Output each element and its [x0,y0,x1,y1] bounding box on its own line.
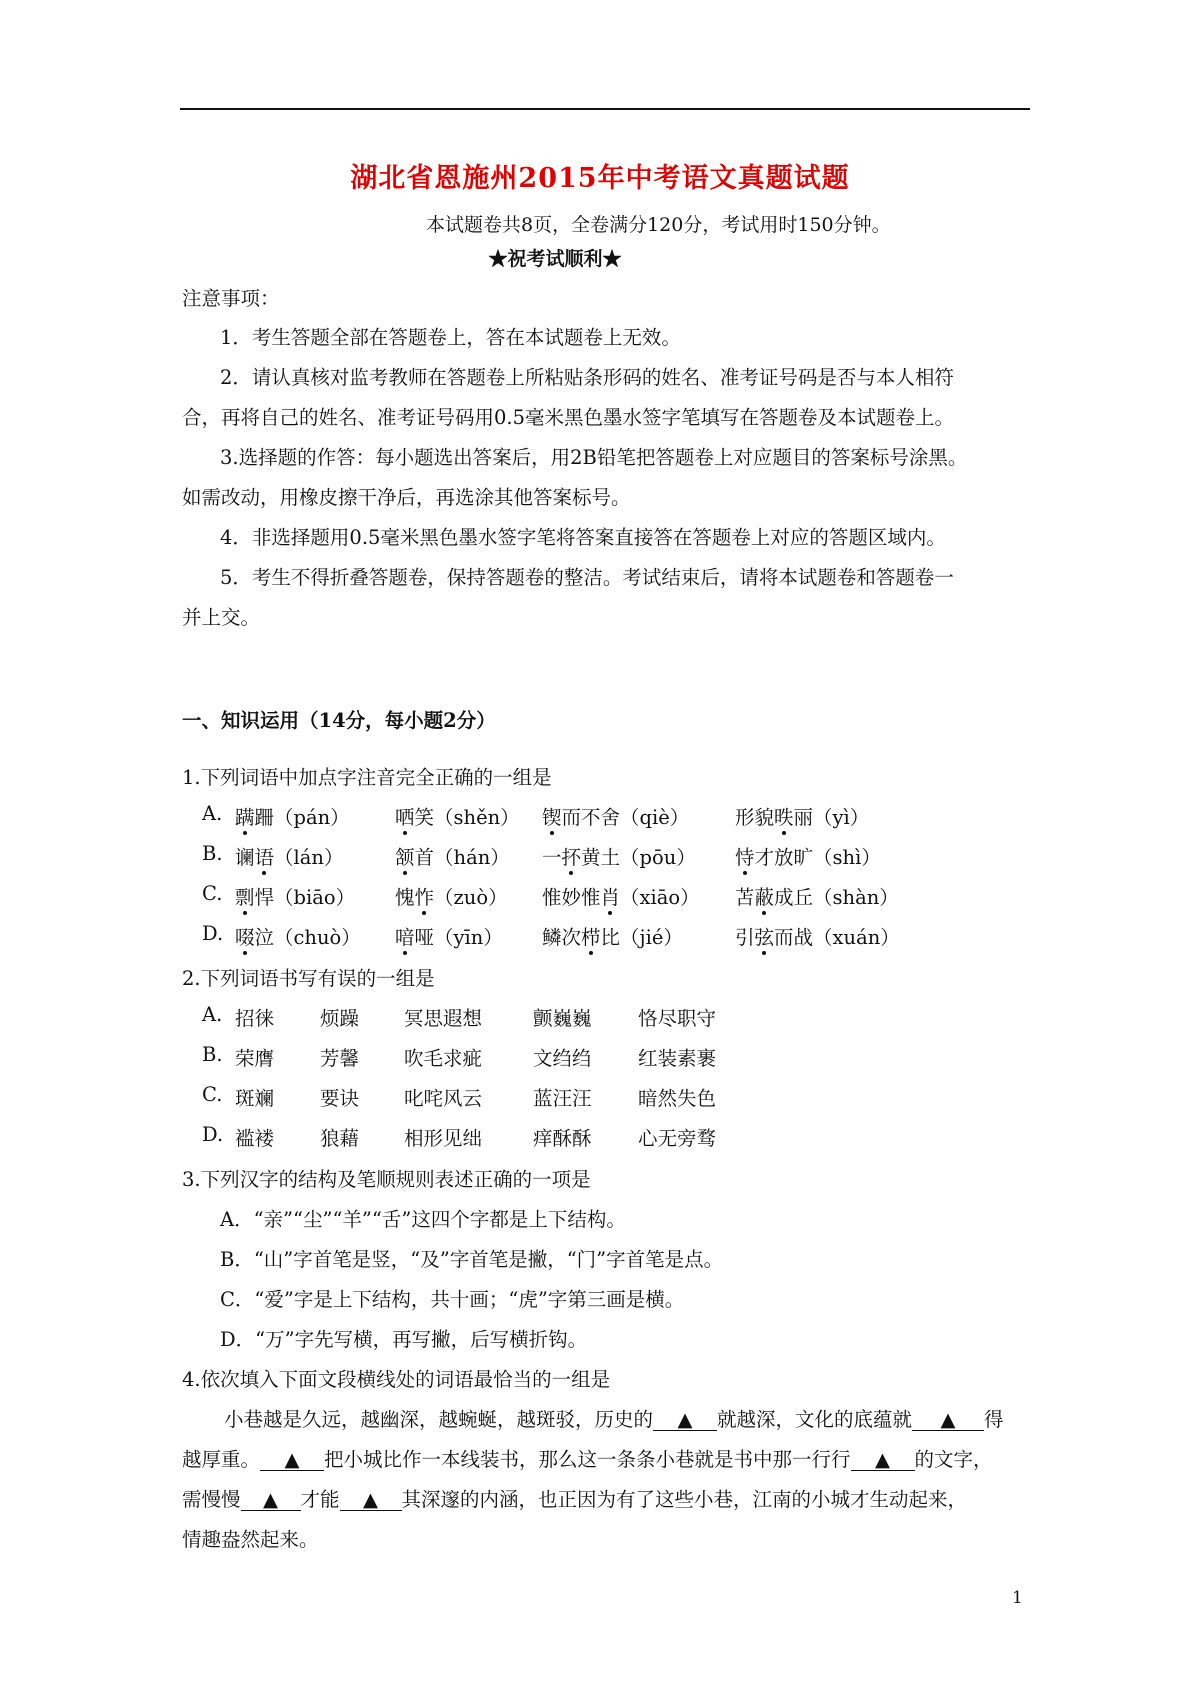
word-item: 要诀 [320,1087,360,1110]
word-item: 暗然失色 [638,1087,717,1110]
pinyin-item [395,842,510,870]
word-prefix: 一 [542,846,562,869]
passage-text: 的文字， [914,1448,993,1471]
option-label: D. [202,922,224,945]
word-rest: 黄土（pōu） [581,846,696,869]
word-prefix: 鳞次 [542,926,582,949]
word-item: 相形见绌 [404,1127,483,1150]
pinyin-item [735,922,900,950]
good-luck-line: ★祝考试顺利★ [488,248,622,270]
q3-option: A．“亲”“尘”“羊”“舌”这四个字都是上下结构。 [220,1208,626,1231]
pinyin-item [735,802,869,830]
dotted-character: 怍 [415,882,435,910]
passage-text: 把小城比作一本线装书，那么这一条条小巷就是书中那一行行 [324,1448,851,1471]
pinyin-item [735,842,881,870]
word-rest: 而不舍（qiè） [561,806,690,829]
word-rest: 成丘（shàn） [774,886,899,909]
notice-item: 并上交。 [182,606,261,629]
word-item: 颤巍巍 [533,1007,592,1030]
dotted-character: 肖 [601,882,621,910]
word-rest: 才放旷（shì） [754,846,881,869]
header-rule [180,108,1030,110]
dotted-character: 栉 [581,922,601,950]
pinyin-item [735,882,899,910]
page-number: 1 [1012,1588,1023,1608]
word-rest: （xiāo） [620,886,700,909]
dotted-character: 抔 [562,842,582,870]
word-item: 吹毛求疵 [404,1047,483,1070]
q3-option: D．“万”字先写横，再写撇，后写横折钩。 [220,1328,588,1351]
notice-item: 5．考生不得折叠答题卷，保持答题卷的整洁。考试结束后，请将本试题卷和答题卷一 [220,566,954,589]
notice-item: 3.选择题的作答：每小题选出答案后，用2B铅笔把答题卷上对应题目的答案标号涂黑。 [220,446,968,469]
question-stem: 3.下列汉字的结构及笔顺规则表述正确的一项是 [182,1168,591,1191]
word-prefix: 惟妙惟 [542,886,601,909]
dotted-character: 哂 [395,802,415,830]
pinyin-item [235,922,361,950]
word-item: 狼藉 [320,1127,360,1150]
dotted-character: 喑 [395,922,415,950]
option-label: B. [202,842,223,865]
exam-subtitle: 本试题卷共8页，全卷满分120分，考试用时150分钟。 [426,214,891,236]
dotted-character: 颔 [395,842,415,870]
passage-text: 得 [984,1408,1004,1431]
dotted-character: 锲 [542,802,562,830]
q4-passage-line [182,1484,967,1512]
q4-passage-line: 情趣盎然起来。 [182,1528,319,1551]
option-label: B. [202,1043,223,1066]
q4-passage-line [224,1404,1004,1432]
word-rest: （zuò） [434,886,508,909]
q4-passage-line [182,1444,993,1472]
option-label: C. [202,882,223,905]
fill-blank: ▲ [241,1489,301,1511]
notice-item: 2．请认真核对监考教师在答题卷上所粘贴条形码的姓名、准考证号码是否与本人相符 [220,366,954,389]
word-item: 褴褛 [235,1127,275,1150]
pinyin-item [235,882,355,910]
dotted-character: 剽 [235,882,255,910]
pinyin-item [235,842,343,870]
word-item: 斑斓 [235,1087,275,1110]
word-item: 叱咤风云 [404,1087,483,1110]
notice-item: 1．考生答题全部在答题卷上，答在本试题卷上无效。 [220,326,681,349]
word-item: 心无旁骛 [638,1127,717,1150]
word-prefix: 愧 [395,886,415,909]
word-item: 红装素裹 [638,1047,717,1070]
pinyin-item [235,802,350,830]
dotted-character: 语 [255,842,275,870]
dotted-character: 弦 [755,922,775,950]
fill-blank: ▲ [260,1449,324,1471]
pinyin-item [395,922,503,950]
word-rest: 首（hán） [414,846,510,869]
word-rest: 悍（biāo） [254,886,356,909]
notice-item: 合，再将自己的姓名、准考证号码用0.5毫米黑色墨水签字笔填写在答题卷及本试题卷上。 [182,406,955,429]
fill-blank: ▲ [340,1489,402,1511]
word-item: 文绉绉 [533,1047,592,1070]
word-item: 蓝汪汪 [533,1087,592,1110]
option-label: D. [202,1123,224,1146]
passage-text: 其深邃的内涵，也正因为有了这些小巷，江南的小城才生动起来， [401,1488,968,1511]
pinyin-item [395,802,520,830]
notice-item: 4．非选择题用0.5毫米黑色墨水签字笔将答案直接答在答题卷上对应的答题区域内。 [220,526,946,549]
word-rest: 哑（yīn） [414,926,503,949]
notice-item: 如需改动，用橡皮擦干净后，再选涂其他答案标号。 [182,486,631,509]
pinyin-item [542,802,689,830]
pinyin-item [395,882,508,910]
question-stem: 1.下列词语中加点字注音完全正确的一组是 [182,766,552,789]
word-item: 冥思遐想 [404,1007,483,1030]
fill-blank: ▲ [653,1409,717,1431]
fill-blank: ▲ [851,1449,915,1471]
word-rest: 而战（xuán） [774,926,900,949]
exam-title: 湖北省恩施州2015年中考语文真题试题 [350,163,850,194]
word-item: 痒酥酥 [533,1127,592,1150]
dotted-character: 蹒 [235,802,255,830]
word-item: 芳馨 [320,1047,360,1070]
word-rest: 比（jié） [600,926,683,949]
passage-text: 需慢慢 [182,1488,241,1511]
section-heading: 一、知识运用（14分，每小题2分） [182,709,496,732]
passage-text: 就越深，文化的底蕴就 [717,1408,913,1431]
word-rest: （lán） [274,846,344,869]
notice-heading: 注意事项： [182,287,280,310]
dotted-character: 啜 [235,922,255,950]
passage-text: 越厚重。 [182,1448,261,1471]
option-label: A. [202,1003,223,1026]
word-prefix: 形貌 [735,806,775,829]
word-prefix: 苫 [735,886,755,909]
option-label: C. [202,1083,223,1106]
question-stem: 2.下列词语书写有误的一组是 [182,967,435,990]
dotted-character: 恃 [735,842,755,870]
fill-blank: ▲ [912,1409,984,1431]
pinyin-item [542,922,683,950]
pinyin-item [542,882,700,910]
word-item: 恪尽职守 [638,1007,717,1030]
word-prefix: 谰 [235,846,255,869]
word-rest: 笑（shěn） [414,806,520,829]
word-item: 烦躁 [320,1007,360,1030]
q3-option: C．“爱”字是上下结构，共十画；“虎”字第三画是横。 [220,1288,685,1311]
dotted-character: 蔽 [755,882,775,910]
q3-option: B．“山”字首笔是竖，“及”字首笔是撇，“门”字首笔是点。 [220,1248,724,1271]
pinyin-item [542,842,696,870]
passage-text: 才能 [300,1488,340,1511]
dotted-character: 昳 [774,802,794,830]
passage-text: 小巷越是久远，越幽深，越蜿蜒，越斑驳，历史的 [224,1408,654,1431]
word-rest: 丽（yì） [793,806,870,829]
option-label: A. [202,802,223,825]
word-rest: 跚（pán） [254,806,350,829]
word-rest: 泣（chuò） [254,926,361,949]
word-prefix: 引 [735,926,755,949]
word-item: 招徕 [235,1007,275,1030]
question-stem: 4.依次填入下面文段横线处的词语最恰当的一组是 [182,1368,611,1391]
word-item: 荣膺 [235,1047,275,1070]
